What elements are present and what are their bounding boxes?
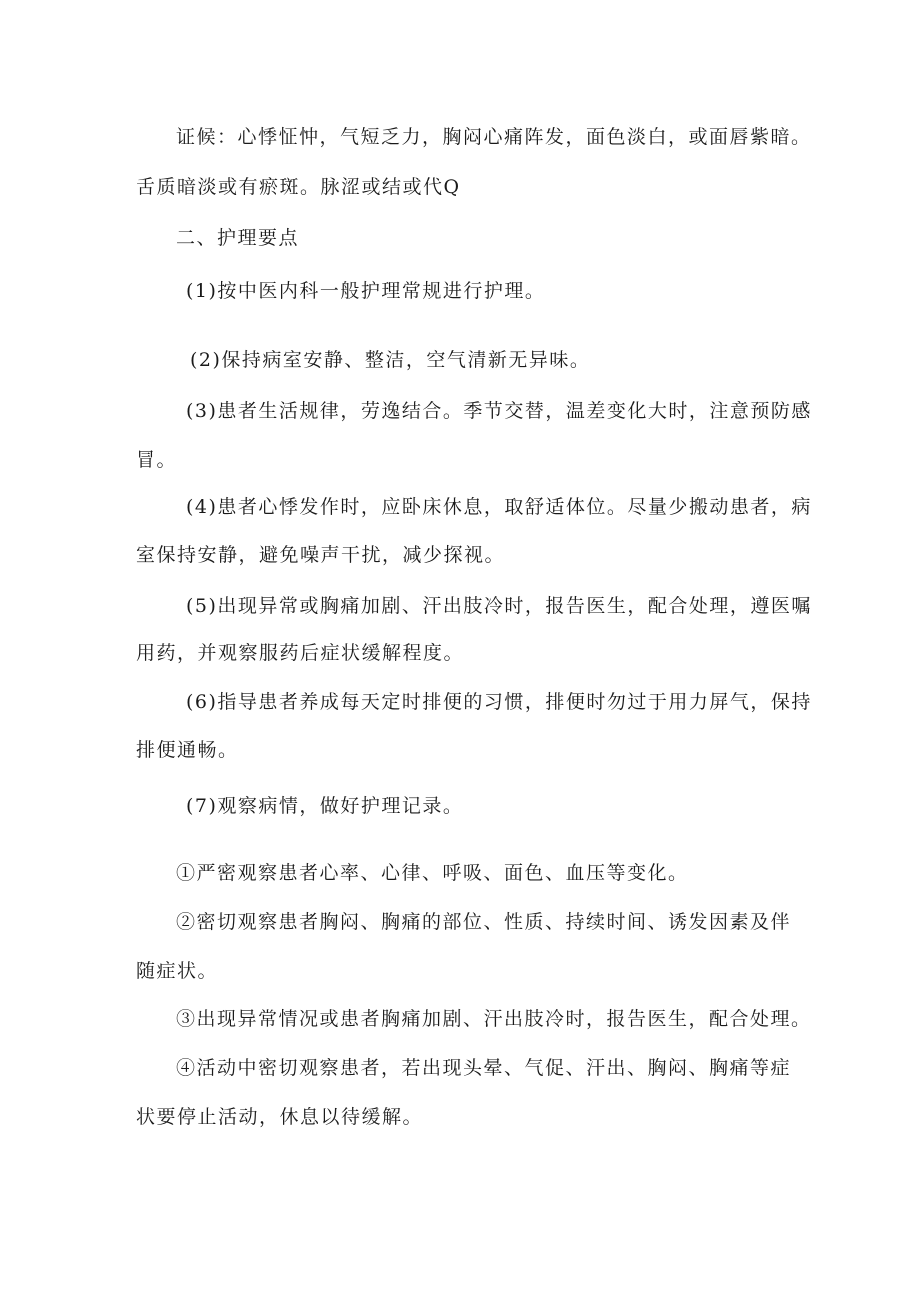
item-6-line-1: (6)指导患者养成每天定时排便的习惯，排便时勿过于用力屏气，保持 (186, 691, 812, 713)
sub-item-2-line-1: ②密切观察患者胸闷、胸痛的部位、性质、持续时间、诱发因素及伴 (176, 911, 792, 933)
item-1-line-1: (1)按中医内科一般护理常规进行护理。 (186, 280, 546, 302)
item-5-line-1: (5)出现异常或胸痛加剧、汗出肢冷时，报告医生，配合处理，遵医嘱 (186, 595, 812, 617)
item-5-line-2: 用药，并观察服药后症状缓解程度。 (136, 642, 465, 664)
symptoms-line-2: 舌质暗淡或有瘀斑。脉涩或结或代Q (136, 176, 461, 198)
section-heading: 二、护理要点 (176, 227, 300, 249)
item-6-line-2: 排便通畅。 (136, 739, 239, 761)
item-3-line-1: (3)患者生活规律，劳逸结合。季节交替，温差变化大时，注意预防感 (186, 400, 812, 422)
item-3-line-2: 冒。 (136, 449, 178, 471)
sub-item-3-line-1: ③出现异常情况或患者胸痛加剧、汗出肢冷时，报告医生，配合处理。 (176, 1008, 812, 1030)
sub-item-4-line-1: ④活动中密切观察患者，若出现头晕、气促、汗出、胸闷、胸痛等症 (176, 1057, 792, 1079)
sub-item-2-line-2: 随症状。 (136, 960, 219, 982)
item-2-line-1: (2)保持病室安静、整洁，空气清新无异味。 (190, 349, 591, 371)
item-4-line-1: (4)患者心悸发作时，应卧床休息，取舒适体位。尽量少搬动患者，病 (186, 496, 812, 518)
sub-item-4-line-2: 状要停止活动，休息以待缓解。 (136, 1106, 424, 1128)
sub-item-1-line-1: ①严密观察患者心率、心律、呼吸、面色、血压等变化。 (176, 862, 689, 884)
item-7-line-1: (7)观察病情，做好护理记录。 (186, 795, 464, 817)
symptoms-line-1: 证候：心悸怔忡，气短乏力，胸闷心痛阵发，面色淡白，或面唇紫暗。 (176, 126, 812, 148)
item-4-line-2: 室保持安静，避免噪声干扰，减少探视。 (136, 544, 506, 566)
